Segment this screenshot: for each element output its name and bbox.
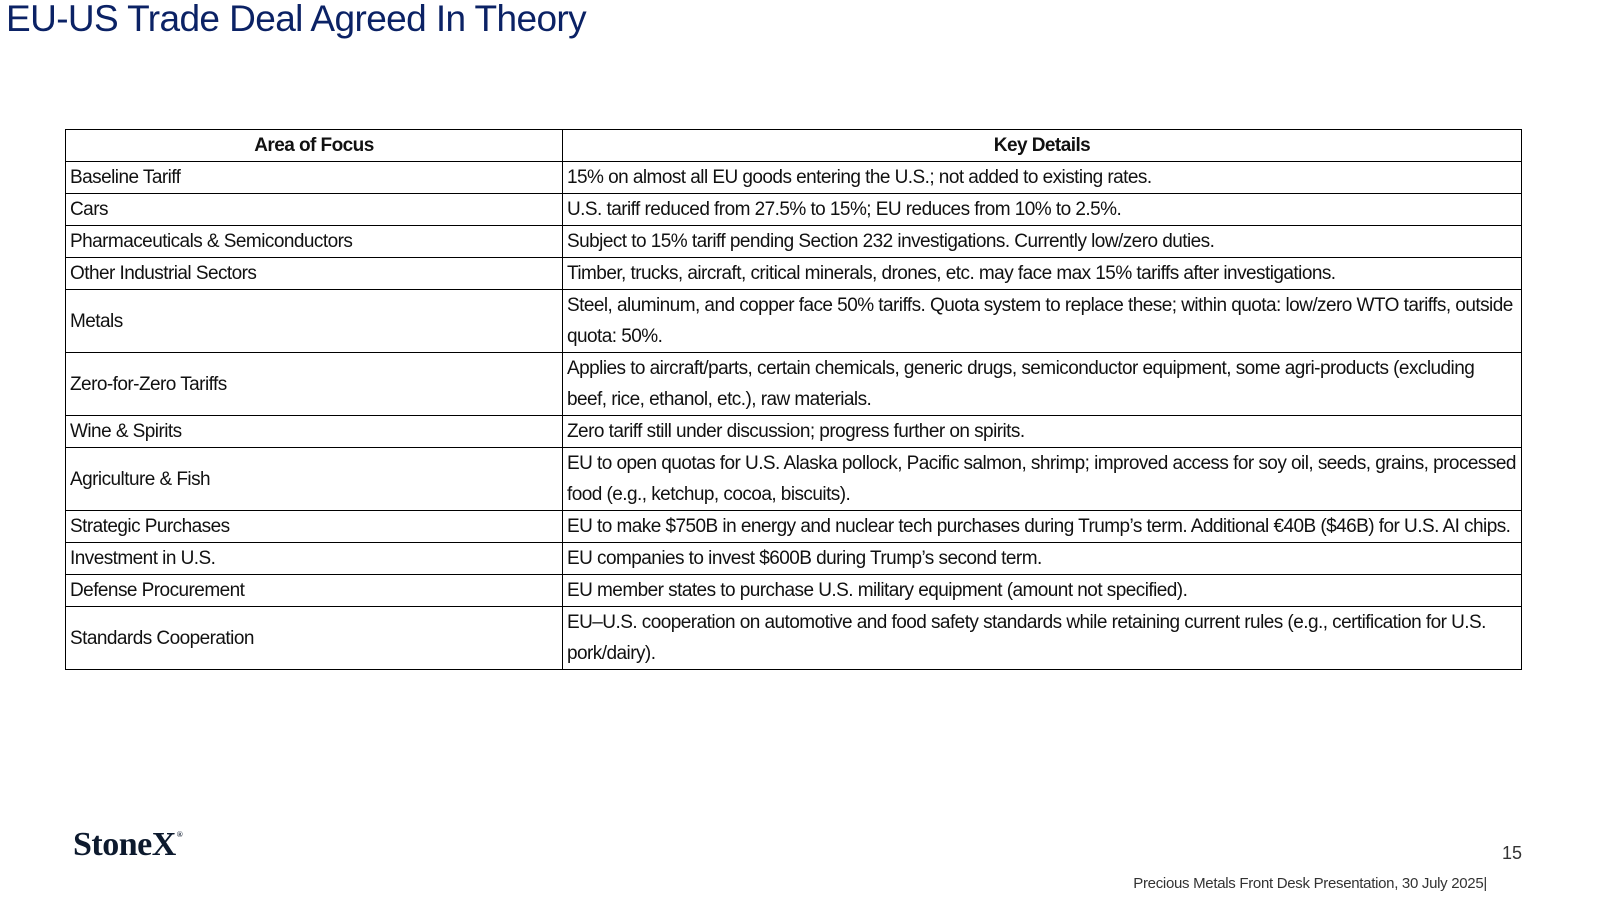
- area-of-focus-cell: Defense Procurement: [66, 575, 563, 607]
- area-of-focus-cell: Investment in U.S.: [66, 543, 563, 575]
- logo-registered-mark: ®: [176, 829, 183, 839]
- key-details-cell: Subject to 15% tariff pending Section 232 investigations. Currently low/zero duties.: [563, 226, 1522, 258]
- table-row: [66, 607, 1522, 670]
- key-details-cell: EU to make $750B in energy and nuclear tech purchases during Trump’s term. Additional €40B ($46B) for U.S. AI chips.: [563, 511, 1522, 543]
- column-header-details: Key Details: [563, 130, 1522, 162]
- table-row: [66, 226, 1522, 258]
- table-row: [66, 258, 1522, 290]
- area-of-focus-cell: Cars: [66, 194, 563, 226]
- slide-title: EU-US Trade Deal Agreed In Theory: [6, 0, 587, 39]
- area-of-focus-cell: Agriculture & Fish: [66, 448, 563, 511]
- key-details-cell: EU companies to invest $600B during Trump’s second term.: [563, 543, 1522, 575]
- area-of-focus-cell: Zero-for-Zero Tariffs: [66, 353, 563, 416]
- table-row: [66, 416, 1522, 448]
- table-row: [66, 511, 1522, 543]
- key-details-cell: EU–U.S. cooperation on automotive and food safety standards while retaining current rules (e.g., certification for U.S. pork/dairy).: [563, 607, 1522, 670]
- column-header-area: Area of Focus: [66, 130, 563, 162]
- key-details-cell: Zero tariff still under discussion; progress further on spirits.: [563, 416, 1522, 448]
- area-of-focus-cell: Other Industrial Sectors: [66, 258, 563, 290]
- table-header-row: [66, 130, 1522, 162]
- table-row: [66, 353, 1522, 416]
- key-details-cell: Applies to aircraft/parts, certain chemicals, generic drugs, semiconductor equipment, some agri-products (excluding beef, rice, ethanol, etc.), raw materials.: [563, 353, 1522, 416]
- table-body: [66, 162, 1522, 670]
- key-details-cell: Timber, trucks, aircraft, critical minerals, drones, etc. may face max 15% tariffs after investigations.: [563, 258, 1522, 290]
- area-of-focus-cell: Metals: [66, 290, 563, 353]
- table-row: [66, 162, 1522, 194]
- key-details-cell: Steel, aluminum, and copper face 50% tariffs. Quota system to replace these; within quota: low/zero WTO tariffs, outside quota: 50%.: [563, 290, 1522, 353]
- area-of-focus-cell: Standards Cooperation: [66, 607, 563, 670]
- logo-text: StoneX: [73, 826, 176, 863]
- area-of-focus-cell: Baseline Tariff: [66, 162, 563, 194]
- area-of-focus-cell: Pharmaceuticals & Semiconductors: [66, 226, 563, 258]
- footer-text: Precious Metals Front Desk Presentation, 30 July 2025|: [1133, 875, 1487, 892]
- area-of-focus-cell: Wine & Spirits: [66, 416, 563, 448]
- table-row: [66, 448, 1522, 511]
- stonex-logo: [73, 826, 182, 864]
- table-row: [66, 194, 1522, 226]
- area-of-focus-cell: Strategic Purchases: [66, 511, 563, 543]
- table-row: [66, 543, 1522, 575]
- page-number: 15: [1502, 843, 1523, 863]
- key-details-cell: 15% on almost all EU goods entering the U.S.; not added to existing rates.: [563, 162, 1522, 194]
- key-details-cell: EU member states to purchase U.S. military equipment (amount not specified).: [563, 575, 1522, 607]
- table-row: [66, 575, 1522, 607]
- table-row: [66, 290, 1522, 353]
- key-details-cell: EU to open quotas for U.S. Alaska pollock, Pacific salmon, shrimp; improved access for soy oil, seeds, grains, processed food (e.g., ketchup, cocoa, biscuits).: [563, 448, 1522, 511]
- key-details-cell: U.S. tariff reduced from 27.5% to 15%; EU reduces from 10% to 2.5%.: [563, 194, 1522, 226]
- trade-deal-table: [65, 129, 1522, 670]
